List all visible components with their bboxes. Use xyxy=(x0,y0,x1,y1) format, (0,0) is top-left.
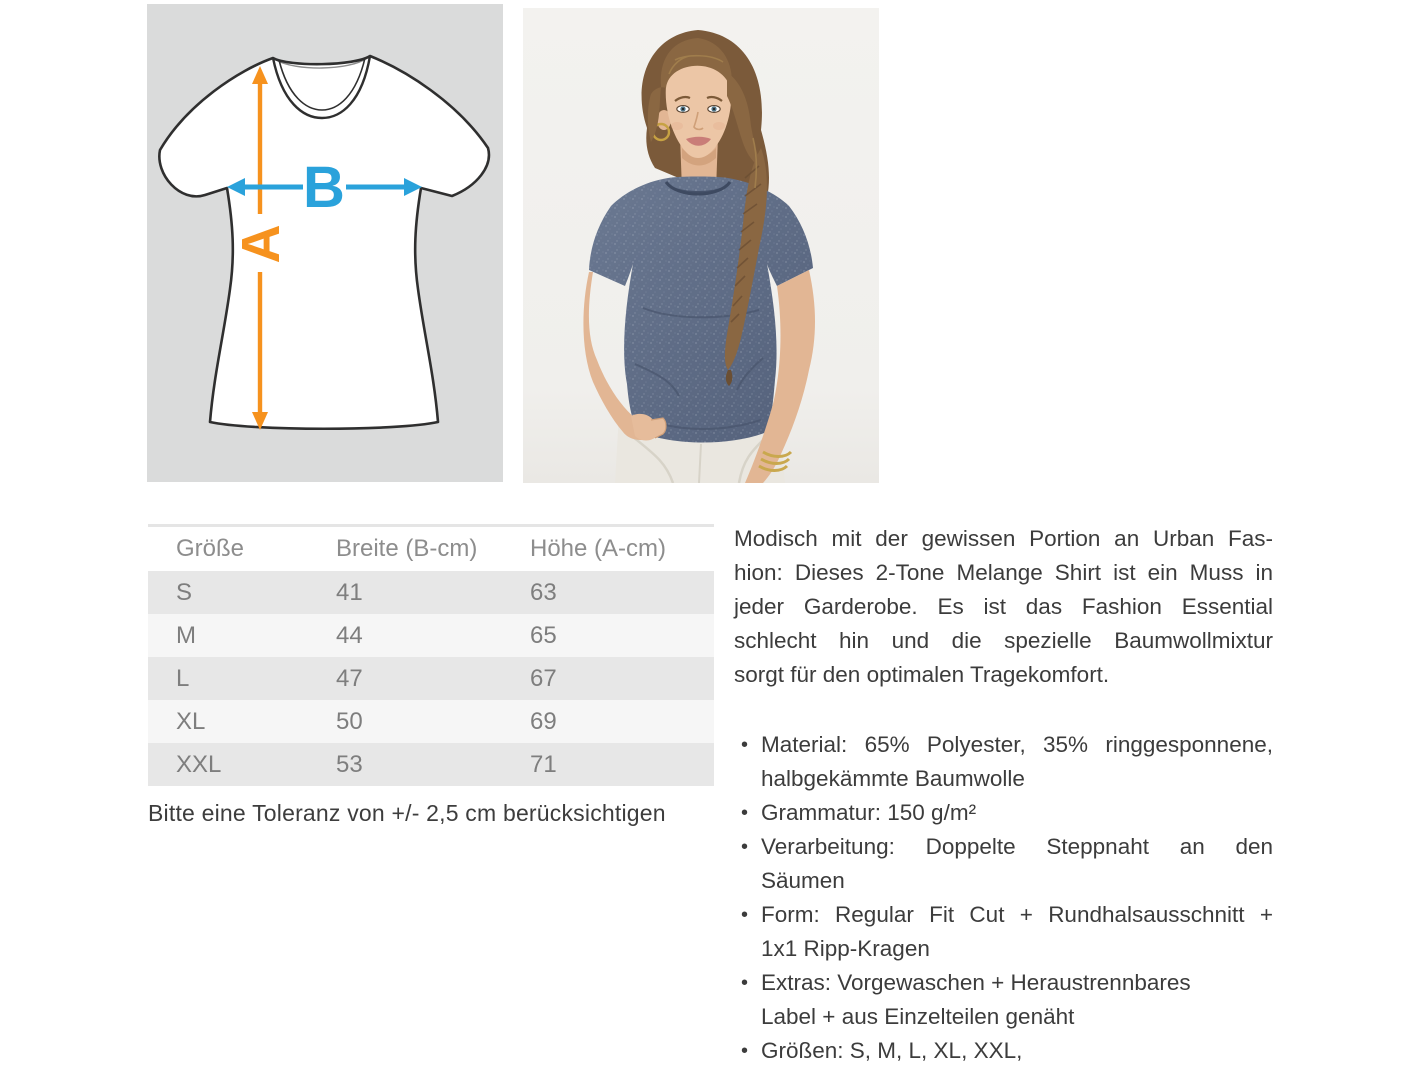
bullet-line: Extras: Vorgewaschen + Heraustrennbares xyxy=(761,970,1191,995)
bullet-icon: • xyxy=(741,904,749,926)
bullet-item xyxy=(734,966,1273,1034)
bullet-icon: • xyxy=(741,802,749,824)
description-line: jeder Garderobe. Es ist das Fashion Essential xyxy=(734,594,1273,619)
description-line: sorgt für den optimalen Tragekomfort. xyxy=(734,662,1110,687)
product-photo xyxy=(523,8,879,483)
table-cell: XL xyxy=(176,707,206,735)
table-cell: M xyxy=(176,621,196,649)
description-line: Modisch mit der gewissen Portion an Urban Fas- xyxy=(734,526,1273,551)
bullet-line: Grammatur: 150 g/m² xyxy=(761,800,977,825)
bullet-line: Material: 65% Polyester, 35% ringgesponnene, xyxy=(761,732,1273,757)
bullet-item xyxy=(734,1034,1273,1068)
description-line: hion: Dieses 2-Tone Melange Shirt ist ein Muss in xyxy=(734,560,1273,585)
size-table xyxy=(148,524,714,786)
table-cell: 53 xyxy=(336,750,363,778)
bullet-item xyxy=(734,796,1273,830)
table-row xyxy=(148,614,714,657)
bullet-line: Verarbeitung: Doppelte Steppnaht an den xyxy=(761,834,1273,859)
tshirt-measurement-diagram xyxy=(147,4,503,482)
description-bullets xyxy=(734,728,1273,1068)
bullet-item xyxy=(734,728,1273,796)
table-cell: 65 xyxy=(530,621,557,649)
bullet-line: Säumen xyxy=(761,868,845,893)
model-photo-illustration xyxy=(523,8,879,483)
tolerance-note: Bitte eine Toleranz von +/- 2,5 cm berücksichtigen xyxy=(148,800,666,826)
bullet-icon: • xyxy=(741,1040,749,1062)
table-cell: 47 xyxy=(336,664,363,692)
bullet-icon: • xyxy=(741,836,749,858)
table-cell: 44 xyxy=(336,621,363,649)
col-header-height: Höhe (A-cm) xyxy=(529,526,714,572)
bullet-line: Label + aus Einzelteilen genäht xyxy=(761,1004,1075,1029)
measure-label-b: B xyxy=(303,155,345,220)
table-cell: 71 xyxy=(530,750,557,778)
table-cell: XXL xyxy=(176,750,222,778)
size-table-section xyxy=(148,524,714,827)
measure-label-a: A xyxy=(231,224,291,264)
table-row xyxy=(148,700,714,743)
bullet-icon: • xyxy=(741,972,749,994)
table-row xyxy=(148,743,714,786)
table-cell: L xyxy=(176,664,190,692)
description-line: schlecht hin und die spezielle Baumwollmixtur xyxy=(734,628,1273,653)
bullet-icon: • xyxy=(741,734,749,756)
table-cell: 69 xyxy=(530,707,557,735)
product-description xyxy=(734,522,1273,1068)
size-table-body xyxy=(148,571,714,786)
bullet-line: halbgekämmte Baumwolle xyxy=(761,766,1025,791)
table-row xyxy=(148,657,714,700)
table-cell: 41 xyxy=(336,578,363,606)
table-cell: 67 xyxy=(530,664,557,692)
description-intro xyxy=(734,522,1273,692)
bullet-item xyxy=(734,898,1273,966)
bullet-item xyxy=(734,830,1273,898)
col-header-width: Breite (B-cm) xyxy=(335,526,529,572)
table-cell: 63 xyxy=(530,578,557,606)
bullet-line: Form: Regular Fit Cut + Rundhalsausschnitt + xyxy=(761,902,1273,927)
size-table-header xyxy=(148,526,714,572)
size-diagram-image xyxy=(147,4,503,482)
bullet-line: Größen: S, M, L, XL, XXL, xyxy=(761,1038,1023,1063)
table-row xyxy=(148,571,714,614)
table-cell: 50 xyxy=(336,707,363,735)
col-header-size: Größe xyxy=(148,526,335,572)
bullet-line: 1x1 Ripp-Kragen xyxy=(761,936,930,961)
table-cell: S xyxy=(176,578,193,606)
